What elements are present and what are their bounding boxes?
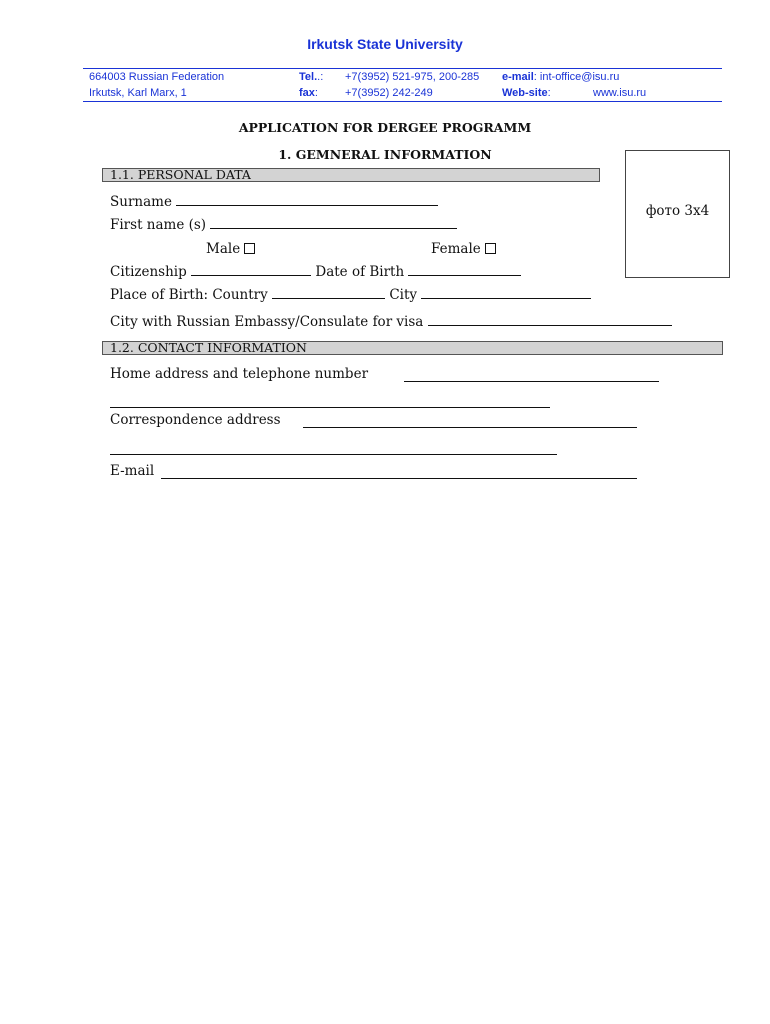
form-title: APPLICATION FOR DERGEE PROGRAMM — [238, 120, 532, 135]
email-label: e-mail — [502, 71, 534, 83]
contact-email-label: E-mail — [110, 463, 155, 479]
tel-entry — [299, 71, 323, 83]
fax-colon: : — [314, 87, 318, 99]
home-address-row — [110, 366, 368, 382]
surname-row — [110, 194, 438, 210]
citizenship-row — [110, 264, 521, 280]
fax-value: +7(3952) 242-249 — [345, 87, 433, 99]
surname-field[interactable] — [176, 194, 438, 206]
email-entry — [502, 71, 619, 83]
home-address-field[interactable] — [404, 370, 659, 382]
address-line-1: 664003 Russian Federation — [89, 71, 225, 83]
embassy-label: City with Russian Embassy/Consulate for visa — [110, 314, 424, 330]
surname-label: Surname — [110, 194, 172, 210]
male-option — [206, 241, 255, 257]
pob-city-label: City — [389, 287, 418, 303]
first-name-row — [110, 217, 457, 233]
contact-email-field[interactable] — [161, 467, 637, 479]
female-checkbox[interactable] — [485, 243, 496, 254]
embassy-row — [110, 314, 672, 330]
place-of-birth-row — [110, 287, 591, 303]
home-address-label: Home address and telephone number — [110, 366, 369, 382]
correspondence-row — [110, 412, 281, 428]
section-title: 1. GEMNERAL INFORMATION — [278, 147, 492, 162]
web-label: Web-site — [502, 87, 548, 99]
personal-data-header: 1.1. PERSONAL DATA — [102, 168, 600, 182]
photo-placeholder — [625, 150, 730, 278]
correspondence-label: Correspondence address — [110, 412, 281, 428]
home-address-field-line2[interactable] — [110, 396, 550, 408]
email-row — [110, 463, 154, 479]
fax-label: fax — [299, 87, 315, 99]
embassy-field[interactable] — [428, 314, 672, 326]
web-entry — [502, 87, 551, 99]
header-bottom-rule — [83, 101, 722, 102]
contact-info-header: 1.2. CONTACT INFORMATION — [102, 341, 723, 355]
tel-value: +7(3952) 521-975, 200-285 — [345, 71, 480, 83]
correspondence-field-line2[interactable] — [110, 443, 557, 455]
citizenship-label: Citizenship — [110, 264, 187, 280]
female-option — [431, 241, 496, 257]
university-title: Irkutsk State University — [307, 36, 463, 52]
photo-label: фото 3х4 — [645, 203, 710, 219]
pob-country-label: Place of Birth: Country — [110, 287, 268, 303]
female-label: Female — [431, 241, 481, 257]
first-name-field[interactable] — [210, 217, 457, 229]
fax-entry — [299, 87, 318, 99]
tel-label: Tel. — [299, 71, 318, 83]
pob-city-field[interactable] — [421, 287, 591, 299]
tel-colon: .: — [317, 71, 324, 83]
correspondence-field[interactable] — [303, 416, 637, 428]
header-top-rule — [83, 68, 722, 69]
pob-country-field[interactable] — [272, 287, 385, 299]
first-name-label: First name (s) — [110, 217, 207, 233]
male-label: Male — [206, 241, 241, 257]
web-link[interactable]: www.isu.ru — [593, 87, 647, 99]
web-colon: : — [547, 87, 551, 99]
citizenship-field[interactable] — [191, 264, 311, 276]
male-checkbox[interactable] — [244, 243, 255, 254]
address-line-2: Irkutsk, Karl Marx, 1 — [89, 87, 187, 99]
dob-label: Date of Birth — [315, 264, 405, 280]
dob-field[interactable] — [408, 264, 521, 276]
email-link[interactable]: : int-office@isu.ru — [533, 71, 620, 83]
